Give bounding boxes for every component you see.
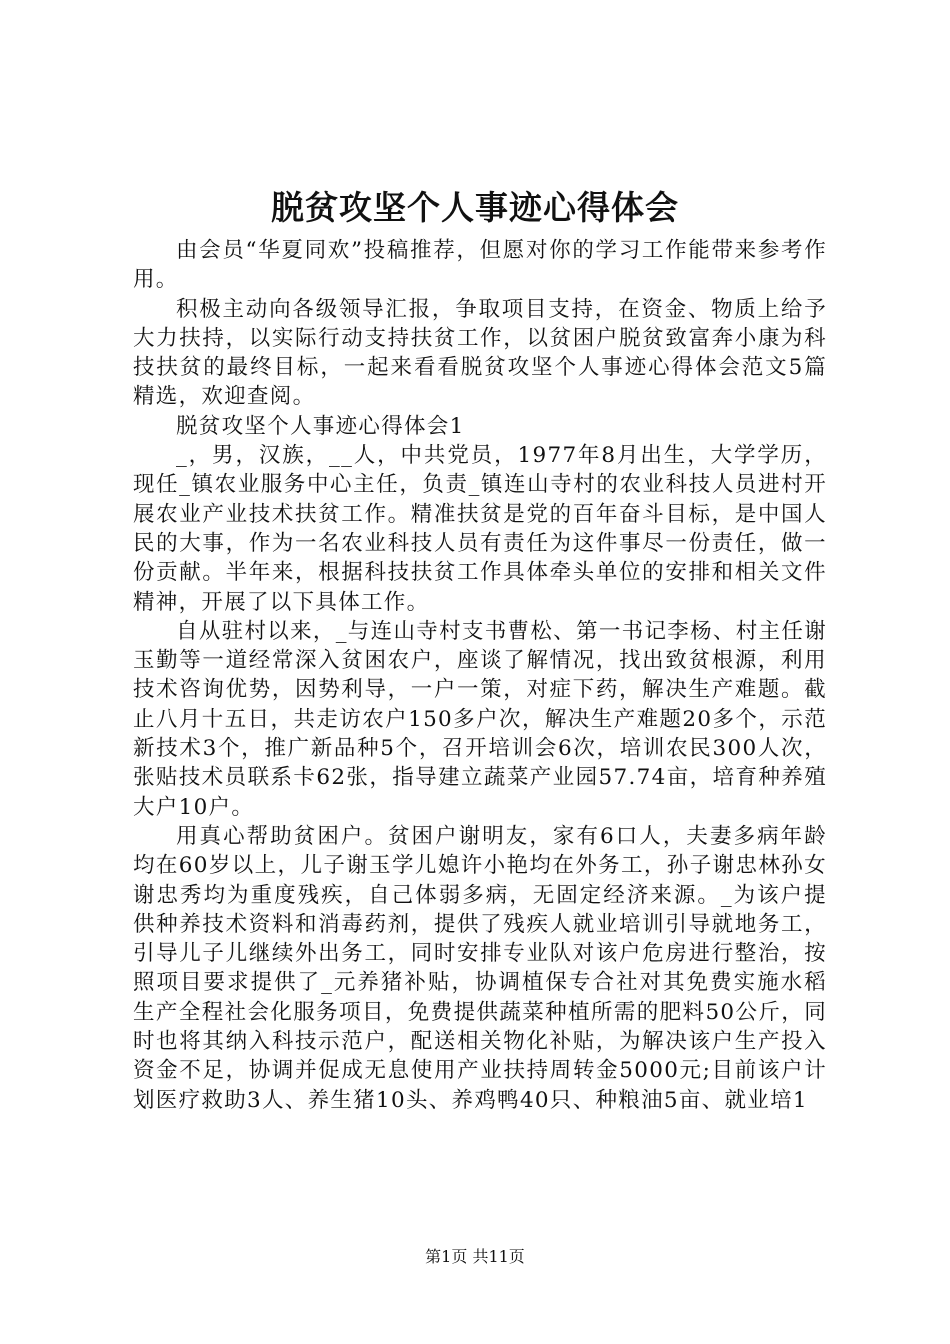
paragraph-village-work: 自从驻村以来，_与连山寺村支书曹松、第一书记李杨、村主任谢玉勤等一道经常深入贫困农户，座谈了解情况，找出致贫根源，利用技术咨询优势，因势利导，一户一策，对症下药，解决生产难题。截止八月十五日，共走访农户150多户次，解决生产难题20多个，示范新技术3个，推广新品种5个，召开培训会6次，培训农民300人次，张贴技术员联系卡62张，指导建立蔬菜产业园57.74亩，培育种养殖大户10户。 [133, 618, 827, 820]
page-footer: 第1页 共11页 [425, 1247, 525, 1266]
document-body [133, 236, 827, 1115]
section-heading: 脱贫攻坚个人事迹心得体会1 [176, 413, 465, 439]
paragraph-intro: 由会员“华夏同欢”投稿推荐，但愿对你的学习工作能带来参考作用。 [133, 238, 827, 293]
paragraph-household-help: 用真心帮助贫困户。贫困户谢明友，家有6口人，夫妻多病年龄均在60岁以上，儿子谢玉学儿媳许小艳均在外务工，孙子谢忠林孙女谢忠秀均为重度残疾，自己体弱多病，无固定经济来源。_为该户提供种养技术资料和消毒药剂，提供了残疾人就业培训引导就地务工，引导儿子儿继续外出务工，同时安排专业队对该户危房进行整治，按照项目要求提供了_元养猪补贴，协调植保专合社对其免费实施水稻生产全程社会化服务项目，免费提供蔬菜种植所需的肥料50公斤，同时也将其纳入科技示范户，配送相关物化补贴，为解决该户生产投入资金不足，协调并促成无息使用产业扶持周转金5000元;目前该户计划医疗救助3人、养生猪10头、养鸡鸭40只、种粮油5亩、就业培1 [133, 823, 827, 1113]
document-title: 脱贫攻坚个人事迹心得体会 [271, 188, 679, 227]
paragraph-summary: 积极主动向各级领导汇报，争取项目支持，在资金、物质上给予大力扶持，以实际行动支持扶贫工作，以贫困户脱贫致富奔小康为科技扶贫的最终目标，一起来看看脱贫攻坚个人事迹心得体会范文5篇精选，欢迎查阅。 [133, 296, 827, 410]
paragraph-profile: _，男，汉族，__人，中共党员，1977年8月出生，大学学历，现任_镇农业服务中心主任，负责_镇连山寺村的农业科技人员进村开展农业产业技术扶贫工作。精准扶贫是党的百年奋斗目标，是中国人民的大事，作为一名农业科技人员有责任为这件事尽一份责任，做一份贡献。半年来，根据科技扶贫工作具体牵头单位的安排和相关文件精神，开展了以下具体工作。 [133, 443, 827, 615]
